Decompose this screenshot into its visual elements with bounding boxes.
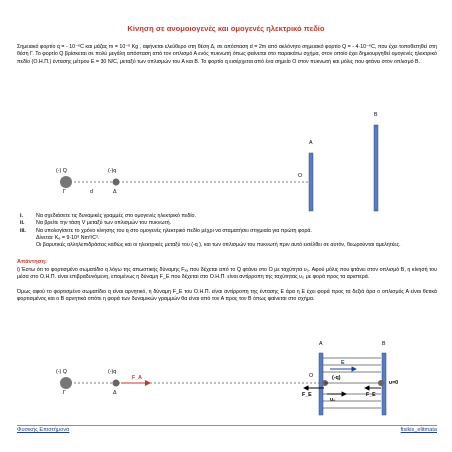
fig2-O-label: O: [309, 373, 314, 379]
fig2-gamma-label: Γ: [63, 390, 66, 396]
fig2-Q-label: (-) Q: [56, 369, 67, 375]
footer-right-link[interactable]: fisikis_elitmata: [400, 427, 437, 433]
question-number: i.: [20, 213, 23, 219]
answer-paragraph-1: i) Έστω ότι το φορτισμένο σωματίδιο q λόγω της απωστικής δύναμης Fₓₐ που δέχεται από το Q φτάνει στο Ο με ταχύτητα υ₀. Αφού μόλις που φτάνει στον οπλισμό B, η κίνησή του μέσα στο Ο.Η.Π. είναι επιβραδυνόμενη, επομένως η δύναμη F_E που δέχεται στο Ο.Η.Π. είναι αντίρροπη της ταχύτητας υ₀ με φορά προς τα αριστερά.: [17, 267, 437, 281]
charge-q-sphere: [113, 380, 120, 387]
question-number: ii.: [20, 220, 25, 227]
fig2-FA-label: F_A: [132, 375, 143, 381]
fig1-gamma-label: Γ: [63, 189, 66, 195]
fig2-FE-right-label: F_E: [366, 392, 376, 398]
fig2-delta-label: Δ: [113, 390, 117, 396]
question-text: Να σχεδιάσετε τις δυναμικές γραμμές στο ομογενές ηλεκτρικό πεδίο.: [36, 213, 196, 219]
question-text: Να υπολογίσετε το χρόνο κίνησης του q στο ομογενές ηλεκτρικό πεδίο μέχρι να σταματήσει στιγμιαία για πρώτη φορά.: [36, 227, 312, 234]
fig2-A-label: A: [319, 341, 323, 347]
fig1-delta-label: Δ: [113, 189, 117, 195]
question-text: Να βρείτε την τάση V μεταξύ των οπλισμών του πυκνωτή.: [36, 220, 171, 227]
answer-heading: Απάντηση:: [17, 259, 47, 265]
charge-Q-sphere: [60, 377, 72, 389]
fig1-q-label: (-)q: [108, 168, 117, 174]
fig2-minus-q-label: (-q): [332, 375, 341, 381]
fig2-B-label: B: [382, 341, 386, 347]
problem-paragraph: Σημειακό φορτίο q = - 10⁻⁶C και μάζας m = 10⁻⁶ Kg , αφήνεται ελεύθερο στη θέση Δ, σε απόσταση d = 2m από ακλόνητο σημειακό φορτίο Q = - 4·10⁻⁶C, που έχει τοποθετηθεί στη θέση Γ. Το φορτίο Q βρίσκεται σε πολύ μεγάλη απόσταση από τον οπλισμό Α ενός πυκνωτή όπως φαίνεται στο παρακάτω σχήμα, στον οποίο έχει δημιουργηθεί ομογενές ηλεκτρικό πεδίο (Ο.Η.Π.) έντασης μέτρου E = 30 N/C, μεταξύ των οπλισμών του Α και Β. Το φορτίο q εισέρχεται από ένα σημείο Ο στον πυκνωτή και μόλις που φτάνει στον οπλισμό Β.: [17, 44, 437, 65]
fig2-v0-label: υ=0: [389, 380, 399, 386]
note-text: Οι βαρυτικές αλληλεπιδράσεις καθώς και οι ηλεκτρικές μεταξύ του (-q ), και των οπλισμών του πυκνωτή πριν αυτό εισέλθει σε αυτόν, θεωρούνται αμελητέες.: [36, 242, 401, 249]
page-title: Κίνηση σε ανομοιογενές και ομογενές ηλεκτρικό πεδίο: [127, 24, 325, 33]
fig1-A-label: Α: [309, 140, 313, 146]
fig1-Q-label: (-) Q: [56, 168, 67, 174]
fig2-u0-label: υ₀: [330, 397, 336, 403]
footer-left-link[interactable]: Φυσικής Επιστήμονα: [17, 427, 70, 433]
fig1-d-label: d: [90, 189, 93, 195]
fig2-q-label: (-)q: [108, 369, 117, 375]
footer-rule: [17, 425, 437, 426]
fig1-O-label: O: [298, 173, 303, 179]
question-number: iii.: [20, 227, 26, 234]
fig2-FE-left-label: F_E: [302, 392, 312, 398]
fig1-B-label: Β: [374, 112, 378, 118]
fig2-E-label: E: [341, 360, 345, 366]
charge-at-B-sphere: [378, 380, 384, 386]
answer-paragraph-2: Όμως αφού το φορτισμένο σωματίδιο q είναι αρνητικό, η δύναμη F_E του Ο.Η.Π. είναι αντίρροπη της έντασης Ε άρα η Ε έχει φορά προς τα δεξιά άρα ο οπλισμός Α είναι θετικά φορτισμένος και ο Β αρνητικά οπότε η φορά των δυναμικών γραμμών θα είναι από τον Α προς τον Β όπως φαίνεται στο σχήμα.: [17, 289, 437, 303]
given-text: Δίνεται: Kₑ = 9·10⁹ Nm²/C².: [36, 234, 100, 241]
